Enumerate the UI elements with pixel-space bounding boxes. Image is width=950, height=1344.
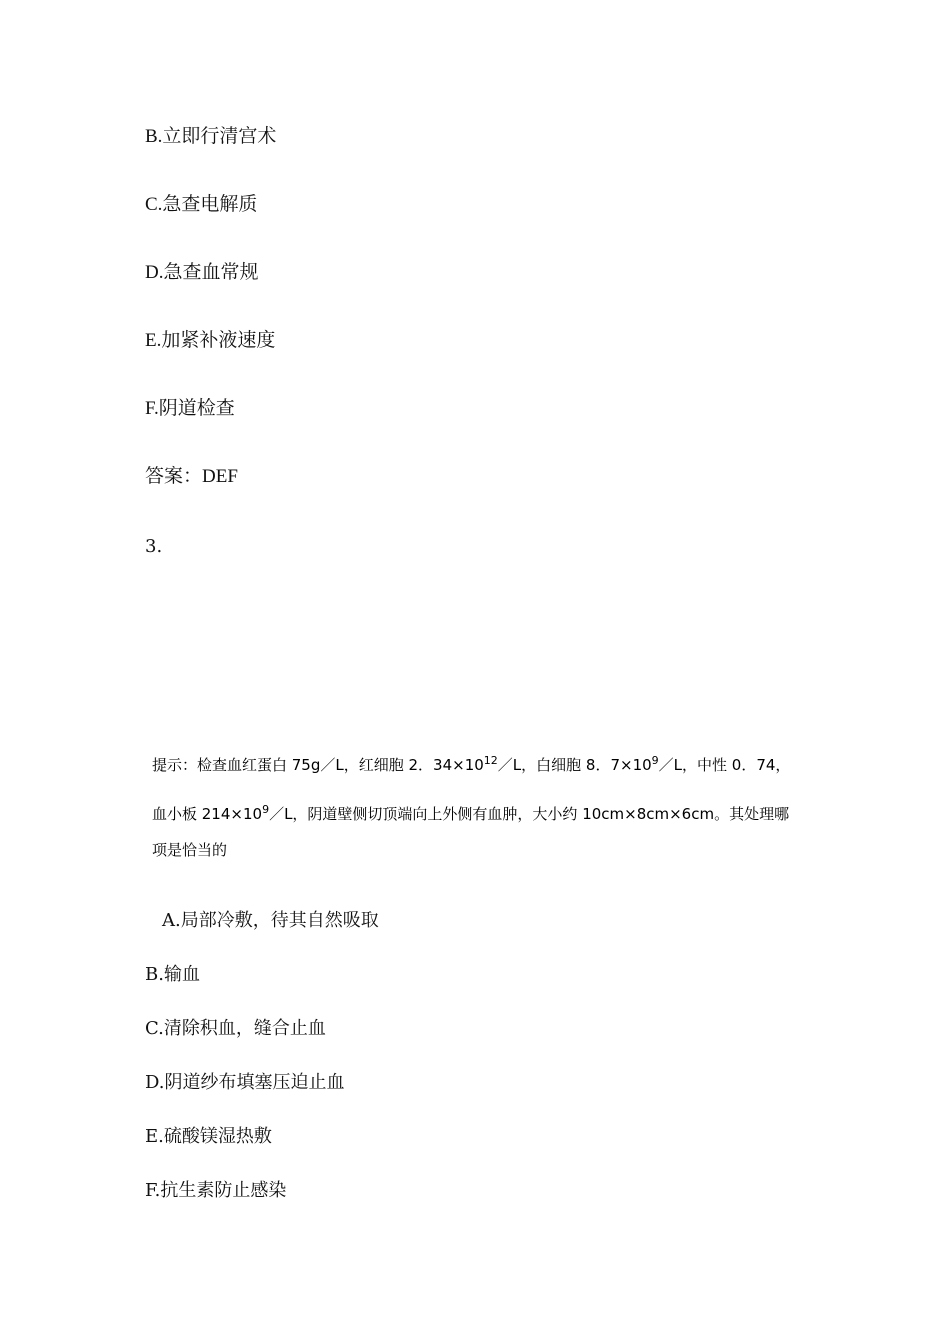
- hint-text-1a: 提示：检查血红蛋白 75g／L，红细胞 2．34×10: [152, 756, 484, 774]
- q2-option-b: B.立即行清宫术: [145, 126, 277, 147]
- hint-text-1b: ／L，白细胞 8．7×10: [497, 756, 652, 774]
- q3-hint-line-3: 项是恰当的: [152, 841, 228, 859]
- q3-option-c: C.清除积血，缝合止血: [145, 1018, 326, 1039]
- q2-answer: 答案：DEF: [145, 466, 238, 487]
- q3-option-a: A.局部冷敷，待其自然吸取: [162, 910, 379, 931]
- hint-exponent-9a: 9: [651, 754, 659, 767]
- q2-option-c: C.急查电解质: [145, 194, 258, 215]
- q2-option-e: E.加紧补液速度: [145, 330, 276, 351]
- hint-text-2b: ／L，阴道壁侧切顶端向上外侧有血肿，大小约 10cm×8cm×6cm。其处理哪: [269, 805, 790, 823]
- q3-option-d: D.阴道纱布填塞压迫止血: [145, 1072, 345, 1093]
- q3-option-e: E.硫酸镁湿热敷: [145, 1126, 272, 1147]
- q3-option-b: B.输血: [145, 964, 200, 985]
- hint-text-1c: ／L，中性 0．74，: [658, 756, 791, 774]
- hint-exponent-9b: 9: [262, 803, 270, 816]
- q3-number: 3.: [145, 536, 163, 557]
- q2-option-f: F.阴道检查: [145, 398, 235, 419]
- hint-text-2a: 血小板 214×10: [152, 805, 263, 823]
- q3-hint-line-2: [152, 804, 789, 826]
- q2-option-d: D.急查血常规: [145, 262, 259, 283]
- q3-hint-line-1: [152, 755, 790, 777]
- hint-exponent-12: 12: [483, 754, 498, 767]
- q3-option-f: F.抗生素防止感染: [145, 1180, 287, 1201]
